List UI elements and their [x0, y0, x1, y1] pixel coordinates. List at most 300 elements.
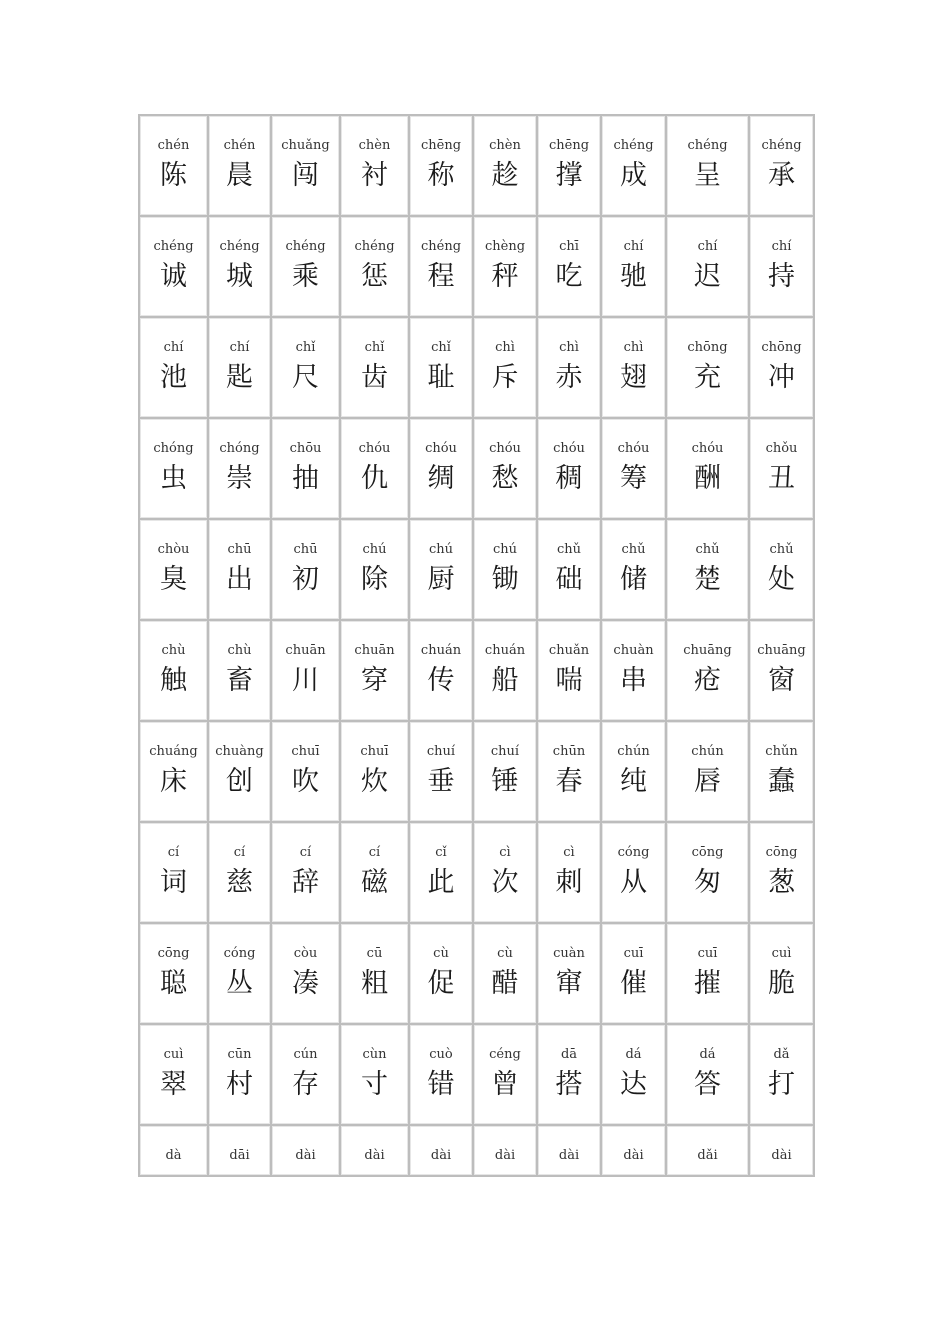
hanzi-character: 处	[768, 564, 795, 595]
pinyin-label: chuǎn	[548, 643, 590, 658]
pinyin-label: chǔn	[765, 744, 798, 759]
character-cell	[749, 1024, 814, 1125]
character-cell	[139, 418, 208, 519]
hanzi-character: 储	[620, 564, 647, 595]
character-cell	[666, 620, 749, 721]
table-row	[139, 1024, 814, 1125]
pinyin-label: chuān	[354, 643, 395, 658]
character-cell	[666, 822, 749, 923]
character-cell	[749, 519, 814, 620]
pinyin-label: cōng	[157, 946, 190, 961]
hanzi-character: 此	[427, 867, 455, 898]
character-cell	[271, 216, 340, 317]
hanzi-character: 赤	[555, 362, 583, 393]
character-cell	[340, 115, 409, 216]
character-cell	[409, 923, 473, 1024]
pinyin-label: chuàng	[215, 744, 264, 759]
character-cell	[409, 1024, 473, 1125]
pinyin-label: chèng	[484, 239, 526, 254]
pinyin-label: chòu	[157, 542, 190, 557]
hanzi-character: 陈	[160, 160, 187, 191]
pinyin-label: chù	[227, 643, 252, 658]
hanzi-character: 存	[292, 1069, 319, 1100]
hanzi-character: 寸	[361, 1069, 388, 1100]
hanzi-character: 纯	[620, 766, 647, 797]
pinyin-label: chì	[559, 340, 579, 355]
hanzi-character: 晨	[226, 160, 253, 191]
hanzi-character: 床	[160, 766, 187, 797]
hanzi-character: 穿	[361, 665, 388, 696]
pinyin-label: chéng	[219, 239, 260, 254]
character-cell	[139, 822, 208, 923]
pinyin-label: dài	[623, 1148, 644, 1163]
pinyin-label: cuī	[623, 946, 644, 961]
character-cell	[666, 519, 749, 620]
character-cell	[208, 216, 271, 317]
pinyin-label: chǔ	[621, 542, 646, 557]
character-cell	[666, 418, 749, 519]
pinyin-label: chóu	[489, 441, 521, 456]
pinyin-label: chéng	[687, 138, 728, 153]
character-cell	[473, 1125, 537, 1176]
pinyin-label: cún	[293, 1047, 318, 1062]
character-cell	[340, 620, 409, 721]
character-cell	[666, 923, 749, 1024]
pinyin-label: dà	[165, 1148, 182, 1163]
character-cell	[139, 620, 208, 721]
hanzi-character: 醋	[491, 968, 519, 999]
character-cell	[139, 721, 208, 822]
table-row	[139, 519, 814, 620]
hanzi-character: 尺	[292, 362, 319, 393]
pinyin-label: dā	[560, 1047, 578, 1062]
hanzi-character: 触	[160, 665, 187, 696]
pinyin-label: dài	[771, 1148, 792, 1163]
character-cell	[749, 620, 814, 721]
character-cell	[749, 822, 814, 923]
character-cell	[601, 418, 666, 519]
hanzi-character: 斥	[491, 362, 519, 393]
pinyin-label: chuáng	[149, 744, 198, 759]
table-body	[139, 115, 814, 1176]
character-cell	[409, 216, 473, 317]
pinyin-label: cōng	[691, 845, 724, 860]
character-cell	[208, 620, 271, 721]
pinyin-label: cuī	[697, 946, 718, 961]
pinyin-label: chuān	[285, 643, 326, 658]
pinyin-label: chǐ	[295, 340, 316, 355]
hanzi-character: 词	[160, 867, 187, 898]
character-cell	[749, 216, 814, 317]
hanzi-character: 刺	[555, 867, 583, 898]
character-cell	[340, 1024, 409, 1125]
pinyin-label: chū	[227, 542, 252, 557]
hanzi-character: 秤	[491, 261, 519, 292]
hanzi-character: 串	[620, 665, 647, 696]
hanzi-character: 持	[768, 261, 795, 292]
character-cell	[271, 519, 340, 620]
hanzi-character: 创	[226, 766, 253, 797]
hanzi-character: 筹	[620, 463, 647, 494]
hanzi-character: 疮	[694, 665, 721, 696]
pinyin-label: chí	[229, 340, 250, 355]
pinyin-label: chí	[163, 340, 184, 355]
character-cell	[537, 1125, 601, 1176]
hanzi-character: 磁	[361, 867, 388, 898]
hanzi-character: 城	[226, 261, 253, 292]
character-cell	[409, 822, 473, 923]
character-cell	[271, 923, 340, 1024]
hanzi-character: 厨	[427, 564, 455, 595]
hanzi-character: 蠢	[768, 766, 795, 797]
pinyin-label: chōng	[687, 340, 728, 355]
hanzi-character: 撑	[555, 160, 583, 191]
hanzi-character: 抽	[292, 463, 319, 494]
pinyin-label: chén	[157, 138, 190, 153]
hanzi-character: 促	[427, 968, 455, 999]
hanzi-character: 愁	[491, 463, 519, 494]
character-cell	[473, 418, 537, 519]
hanzi-character: 畜	[226, 665, 253, 696]
pinyin-label: chóng	[219, 441, 260, 456]
hanzi-character: 垂	[427, 766, 455, 797]
pinyin-label: còu	[293, 946, 318, 961]
character-cell	[271, 620, 340, 721]
pinyin-label: chèn	[489, 138, 521, 153]
pinyin-label: cí	[299, 845, 312, 860]
character-cell	[208, 1024, 271, 1125]
character-cell	[473, 216, 537, 317]
pinyin-label: chì	[495, 340, 515, 355]
hanzi-character: 曾	[491, 1069, 519, 1100]
hanzi-character: 脆	[768, 968, 795, 999]
hanzi-character: 呈	[694, 160, 721, 191]
character-cell	[473, 317, 537, 418]
pinyin-label: chén	[223, 138, 256, 153]
character-cell	[537, 1024, 601, 1125]
character-cell	[537, 216, 601, 317]
hanzi-character: 吃	[555, 261, 583, 292]
hanzi-character: 粗	[361, 968, 388, 999]
pinyin-label: chǔ	[556, 542, 582, 557]
character-cell	[537, 418, 601, 519]
pinyin-label: cuì	[163, 1047, 184, 1062]
hanzi-character: 称	[427, 160, 455, 191]
pinyin-label: cuàn	[553, 946, 585, 961]
character-cell	[139, 1125, 208, 1176]
pinyin-label: cí	[368, 845, 381, 860]
character-cell	[601, 923, 666, 1024]
pinyin-label: cōng	[765, 845, 798, 860]
character-cell	[601, 317, 666, 418]
hanzi-character: 池	[160, 362, 187, 393]
hanzi-character: 炊	[361, 766, 388, 797]
character-cell	[601, 216, 666, 317]
pinyin-label: dǎ	[773, 1047, 790, 1062]
table-row	[139, 1125, 814, 1176]
character-cell	[537, 317, 601, 418]
pinyin-character-table	[138, 114, 815, 1177]
pinyin-label: chóng	[153, 441, 194, 456]
table-row	[139, 721, 814, 822]
hanzi-character: 衬	[361, 160, 388, 191]
pinyin-label: cù	[433, 946, 449, 961]
pinyin-label: chuán	[420, 643, 462, 658]
pinyin-label: chóu	[617, 441, 650, 456]
hanzi-character: 锤	[491, 766, 519, 797]
hanzi-character: 葱	[768, 867, 795, 898]
pinyin-label: chuī	[291, 744, 320, 759]
character-cell	[208, 923, 271, 1024]
pinyin-label: chóu	[553, 441, 585, 456]
hanzi-character: 惩	[361, 261, 388, 292]
pinyin-label: chǔ	[695, 542, 720, 557]
pinyin-label: dǎi	[697, 1148, 718, 1163]
character-cell	[208, 317, 271, 418]
table-row	[139, 115, 814, 216]
pinyin-label: dài	[558, 1148, 580, 1163]
hanzi-character: 仇	[361, 463, 388, 494]
character-cell	[271, 115, 340, 216]
pinyin-label: chuí	[490, 744, 520, 759]
table-row	[139, 822, 814, 923]
character-cell	[473, 822, 537, 923]
pinyin-label: chōu	[289, 441, 322, 456]
hanzi-character: 稠	[555, 463, 583, 494]
character-cell	[208, 418, 271, 519]
pinyin-label: chí	[623, 239, 644, 254]
character-cell	[473, 519, 537, 620]
pinyin-label: dài	[430, 1148, 452, 1163]
table-row	[139, 418, 814, 519]
character-cell	[601, 1125, 666, 1176]
hanzi-character: 窗	[768, 665, 795, 696]
hanzi-character: 成	[620, 160, 647, 191]
hanzi-character: 催	[620, 968, 647, 999]
hanzi-character: 次	[491, 867, 519, 898]
pinyin-label: céng	[489, 1047, 521, 1062]
pinyin-label: dāi	[229, 1148, 250, 1163]
pinyin-label: cuò	[429, 1047, 453, 1062]
character-cell	[208, 519, 271, 620]
pinyin-label: chèn	[358, 138, 391, 153]
character-cell	[139, 317, 208, 418]
hanzi-character: 冲	[768, 362, 795, 393]
pinyin-label: cūn	[227, 1047, 252, 1062]
character-cell	[537, 519, 601, 620]
character-cell	[340, 822, 409, 923]
character-cell	[340, 1125, 409, 1176]
character-cell	[139, 1024, 208, 1125]
character-cell	[409, 620, 473, 721]
hanzi-character: 唇	[694, 766, 721, 797]
character-cell	[139, 216, 208, 317]
hanzi-character: 喘	[555, 665, 583, 696]
character-cell	[208, 721, 271, 822]
pinyin-label: chuāng	[757, 643, 806, 658]
pinyin-label: chuán	[484, 643, 526, 658]
character-cell	[749, 923, 814, 1024]
hanzi-character: 从	[620, 867, 647, 898]
pinyin-label: cū	[366, 946, 383, 961]
hanzi-character: 臭	[160, 564, 187, 595]
hanzi-character: 锄	[491, 564, 519, 595]
table-row	[139, 317, 814, 418]
pinyin-label: chóu	[358, 441, 391, 456]
hanzi-character: 慈	[226, 867, 253, 898]
hanzi-character: 辞	[292, 867, 319, 898]
pinyin-label: dá	[699, 1047, 716, 1062]
table-row	[139, 923, 814, 1024]
pinyin-label: chún	[691, 744, 724, 759]
hanzi-character: 川	[292, 665, 319, 696]
character-cell	[666, 317, 749, 418]
hanzi-character: 驰	[620, 261, 647, 292]
table-row	[139, 620, 814, 721]
character-cell	[208, 1125, 271, 1176]
pinyin-label: cùn	[362, 1047, 387, 1062]
pinyin-label: chéng	[354, 239, 395, 254]
character-cell	[409, 115, 473, 216]
pinyin-label: chéng	[285, 239, 326, 254]
pinyin-label: chú	[428, 542, 454, 557]
pinyin-label: chū	[293, 542, 318, 557]
pinyin-label: cì	[499, 845, 511, 860]
character-cell	[271, 721, 340, 822]
character-cell	[409, 418, 473, 519]
pinyin-label: cí	[167, 845, 180, 860]
character-cell	[537, 115, 601, 216]
character-cell	[749, 1125, 814, 1176]
hanzi-character: 崇	[226, 463, 253, 494]
pinyin-label: chéng	[420, 239, 462, 254]
hanzi-character: 凑	[292, 968, 319, 999]
character-cell	[409, 317, 473, 418]
table-row	[139, 216, 814, 317]
pinyin-label: dá	[625, 1047, 642, 1062]
pinyin-label: chuāng	[683, 643, 732, 658]
pinyin-label: chuàn	[613, 643, 654, 658]
character-cell	[340, 418, 409, 519]
pinyin-label: cuì	[771, 946, 792, 961]
hanzi-character: 错	[427, 1069, 455, 1100]
hanzi-character: 耻	[427, 362, 455, 393]
character-cell	[340, 923, 409, 1024]
character-cell	[208, 115, 271, 216]
pinyin-label: chú	[362, 542, 387, 557]
hanzi-character: 翠	[160, 1069, 187, 1100]
pinyin-label: chí	[697, 239, 718, 254]
pinyin-label: dài	[295, 1148, 316, 1163]
hanzi-character: 聪	[160, 968, 187, 999]
character-cell	[666, 1024, 749, 1125]
character-cell	[473, 115, 537, 216]
character-cell	[271, 822, 340, 923]
hanzi-character: 充	[694, 362, 721, 393]
pinyin-label: chuǎng	[281, 138, 330, 153]
character-cell	[139, 923, 208, 1024]
character-cell	[473, 721, 537, 822]
character-cell	[271, 317, 340, 418]
character-cell	[340, 216, 409, 317]
hanzi-character: 丑	[768, 463, 795, 494]
character-cell	[666, 1125, 749, 1176]
hanzi-character: 春	[555, 766, 583, 797]
character-cell	[601, 721, 666, 822]
pinyin-label: chī	[559, 239, 579, 254]
pinyin-label: chú	[492, 542, 518, 557]
pinyin-label: chóu	[425, 441, 457, 456]
pinyin-label: chǔ	[769, 542, 794, 557]
hanzi-character: 绸	[427, 463, 455, 494]
hanzi-character: 答	[694, 1069, 721, 1100]
character-cell	[537, 721, 601, 822]
character-cell	[666, 216, 749, 317]
hanzi-character: 迟	[694, 261, 721, 292]
character-cell	[601, 822, 666, 923]
character-cell	[666, 721, 749, 822]
hanzi-character: 酬	[694, 463, 721, 494]
hanzi-character: 初	[292, 564, 319, 595]
hanzi-character: 船	[491, 665, 519, 696]
character-cell	[601, 1024, 666, 1125]
pinyin-label: cí	[233, 845, 246, 860]
pinyin-label: chuí	[426, 744, 456, 759]
hanzi-character: 齿	[361, 362, 388, 393]
character-cell	[271, 418, 340, 519]
pinyin-label: chōng	[761, 340, 802, 355]
pinyin-label: chēng	[420, 138, 462, 153]
character-cell	[473, 923, 537, 1024]
character-cell	[208, 822, 271, 923]
pinyin-label: chǒu	[765, 441, 798, 456]
character-cell	[271, 1125, 340, 1176]
pinyin-label: chóu	[691, 441, 724, 456]
character-cell	[749, 418, 814, 519]
character-cell	[666, 115, 749, 216]
pinyin-label: chéng	[153, 239, 194, 254]
hanzi-character: 乘	[292, 261, 319, 292]
hanzi-character: 打	[768, 1069, 795, 1100]
pinyin-label: chuī	[360, 744, 389, 759]
hanzi-character: 达	[620, 1069, 647, 1100]
character-cell	[271, 1024, 340, 1125]
pinyin-label: cì	[563, 845, 575, 860]
hanzi-character: 承	[768, 160, 795, 191]
pinyin-label: chí	[771, 239, 792, 254]
character-cell	[749, 721, 814, 822]
hanzi-character: 出	[226, 564, 253, 595]
hanzi-character: 程	[427, 261, 455, 292]
character-cell	[139, 519, 208, 620]
character-cell	[537, 620, 601, 721]
hanzi-character: 搭	[555, 1069, 583, 1100]
hanzi-character: 翅	[620, 362, 647, 393]
character-cell	[139, 115, 208, 216]
pinyin-label: dài	[494, 1148, 516, 1163]
hanzi-character: 传	[427, 665, 455, 696]
character-cell	[409, 519, 473, 620]
pinyin-label: chún	[617, 744, 650, 759]
character-cell	[340, 317, 409, 418]
hanzi-character: 村	[226, 1069, 253, 1100]
character-cell	[601, 620, 666, 721]
pinyin-label: chūn	[552, 744, 586, 759]
hanzi-character: 虫	[160, 463, 187, 494]
character-cell	[601, 519, 666, 620]
character-cell	[601, 115, 666, 216]
hanzi-character: 摧	[694, 968, 721, 999]
